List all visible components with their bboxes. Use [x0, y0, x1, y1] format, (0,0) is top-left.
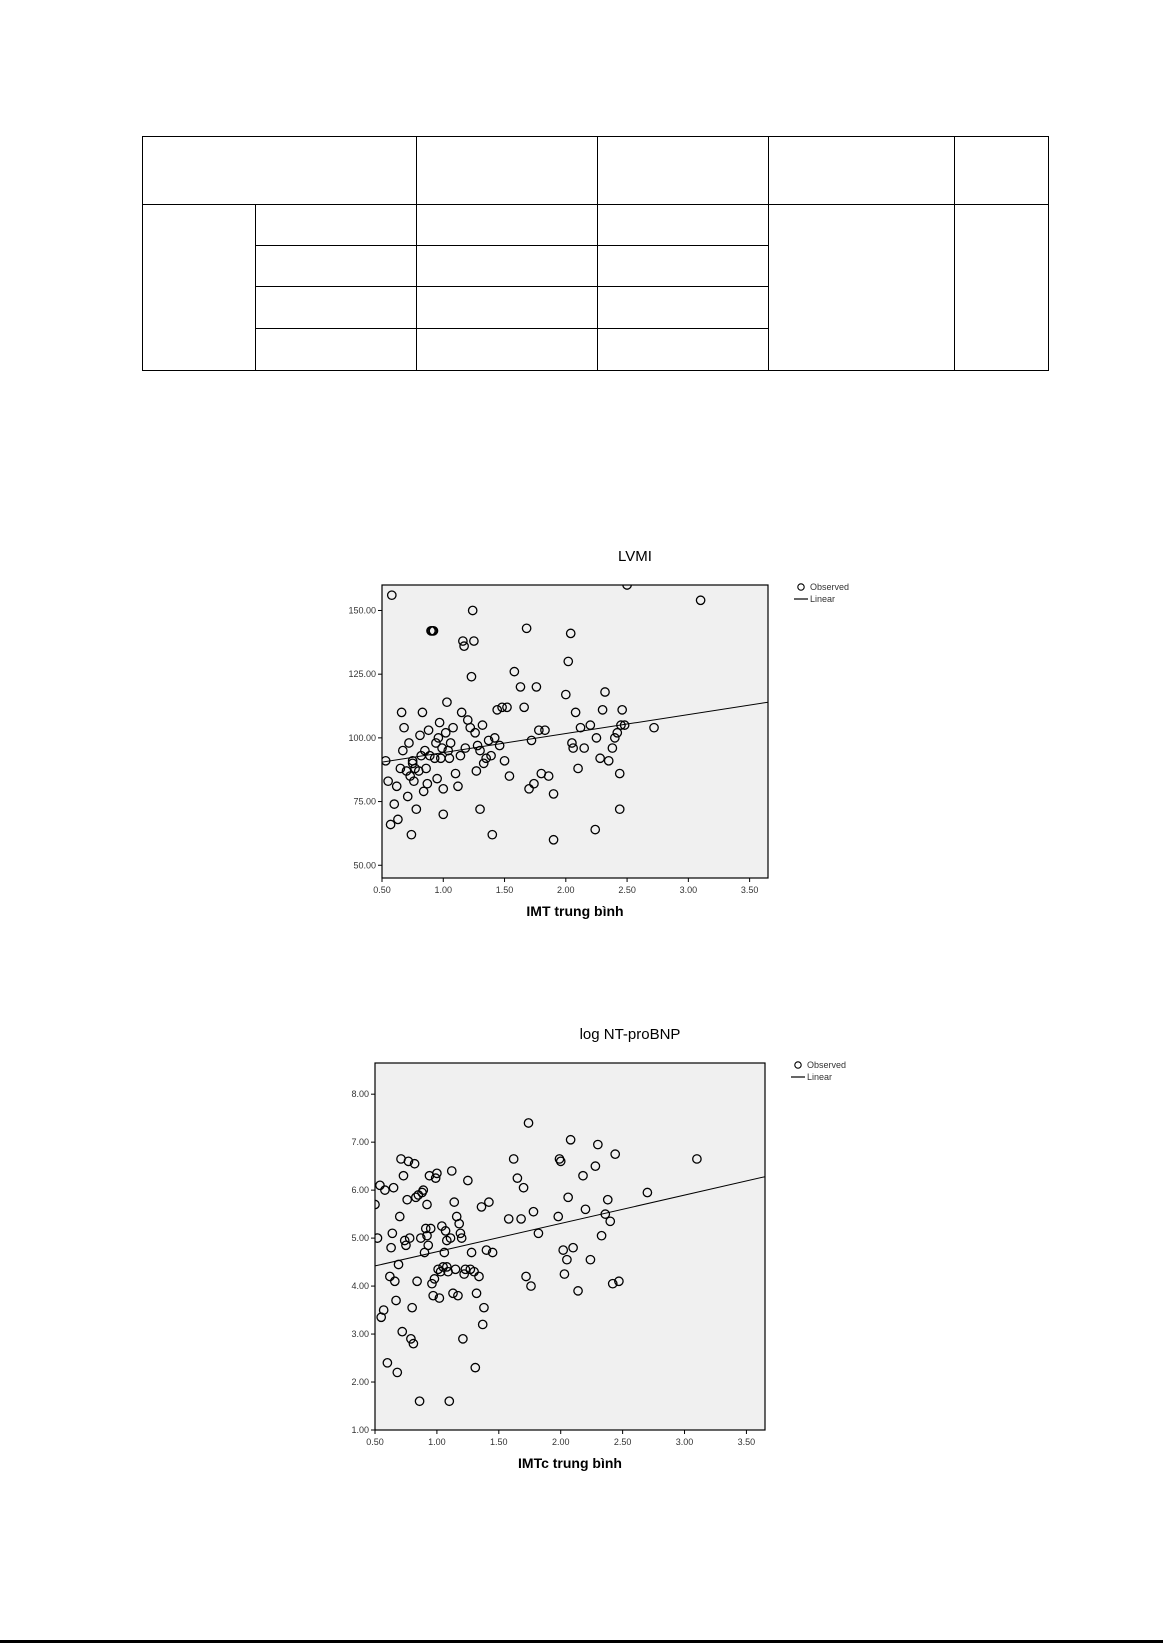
- x-tick-label: 0.50: [373, 885, 391, 895]
- table-cell: [598, 329, 769, 371]
- chart-title: LVMI: [618, 548, 652, 565]
- y-tick-label: 150.00: [348, 605, 376, 616]
- x-tick-label: 1.50: [490, 1437, 508, 1447]
- y-tick-label: 125.00: [348, 669, 376, 680]
- table-cell: [256, 246, 417, 287]
- y-tick-label: 8.00: [351, 1089, 369, 1100]
- y-tick-label: 100.00: [348, 732, 376, 743]
- legend-observed-marker: [795, 1062, 801, 1068]
- table-cell: [417, 246, 598, 287]
- ntprobnp-figure: [300, 1018, 900, 1471]
- x-tick-label: 2.00: [551, 1437, 570, 1447]
- y-tick-label: 75.00: [353, 796, 376, 807]
- x-tick-label: 3.50: [737, 1437, 756, 1447]
- x-tick-label: 2.50: [618, 885, 636, 895]
- x-axis-title: IMT trung bình: [526, 903, 624, 919]
- lvmi-figure: [300, 532, 900, 919]
- x-tick-label: 1.50: [495, 885, 514, 895]
- table-cell: [256, 329, 417, 371]
- table-cell: [598, 246, 769, 287]
- x-axis-title: IMTc trung bình: [518, 1455, 622, 1471]
- table-cell: [256, 205, 417, 246]
- y-tick-label: 50.00: [353, 860, 376, 871]
- ntprobnp-scatter-chart: [300, 1018, 900, 1471]
- x-tick-label: 3.00: [675, 1437, 694, 1447]
- x-tick-label: 3.00: [679, 885, 698, 895]
- chart-title: log NT-proBNP: [579, 1026, 681, 1043]
- table-cell: [598, 205, 769, 246]
- table-header-cell: [955, 137, 1049, 205]
- table-header-cell: [143, 137, 417, 205]
- x-tick-label: 3.50: [740, 885, 759, 895]
- table-cell: [598, 287, 769, 329]
- plot-area: [375, 1063, 765, 1430]
- x-tick-label: 2.00: [557, 885, 575, 895]
- table-header-cell: [417, 137, 598, 205]
- table-cell: [417, 287, 598, 329]
- x-tick-label: 1.00: [434, 885, 453, 895]
- table-merged-cell: [955, 205, 1049, 371]
- plot-area: [382, 585, 768, 878]
- legend-observed-label: Observed: [810, 582, 850, 592]
- table-row-group-cell: [143, 205, 256, 371]
- legend-linear-label: Linear: [807, 1072, 833, 1082]
- empty-table: [142, 136, 1049, 371]
- lvmi-scatter-chart: [300, 532, 900, 919]
- x-tick-label: 1.00: [428, 1437, 446, 1447]
- table-header-cell: [769, 137, 955, 205]
- legend-observed-marker: [798, 584, 804, 590]
- y-tick-label: 1.00: [351, 1425, 369, 1435]
- table-cell: [256, 287, 417, 329]
- legend-observed-label: Observed: [807, 1060, 847, 1070]
- bottom-rule: [0, 1640, 1163, 1643]
- table-cell: [417, 205, 598, 246]
- x-tick-label: 0.50: [366, 1437, 384, 1447]
- y-tick-label: 7.00: [351, 1137, 369, 1148]
- y-tick-label: 3.00: [351, 1329, 369, 1340]
- y-tick-label: 4.00: [351, 1281, 369, 1292]
- table-header-cell: [598, 137, 769, 205]
- y-tick-label: 6.00: [351, 1185, 369, 1196]
- y-tick-label: 5.00: [351, 1233, 369, 1244]
- table-merged-cell: [769, 205, 955, 371]
- y-tick-label: 2.00: [351, 1377, 369, 1388]
- table-cell: [417, 329, 598, 371]
- x-tick-label: 2.50: [613, 1437, 632, 1447]
- legend-linear-label: Linear: [810, 594, 836, 604]
